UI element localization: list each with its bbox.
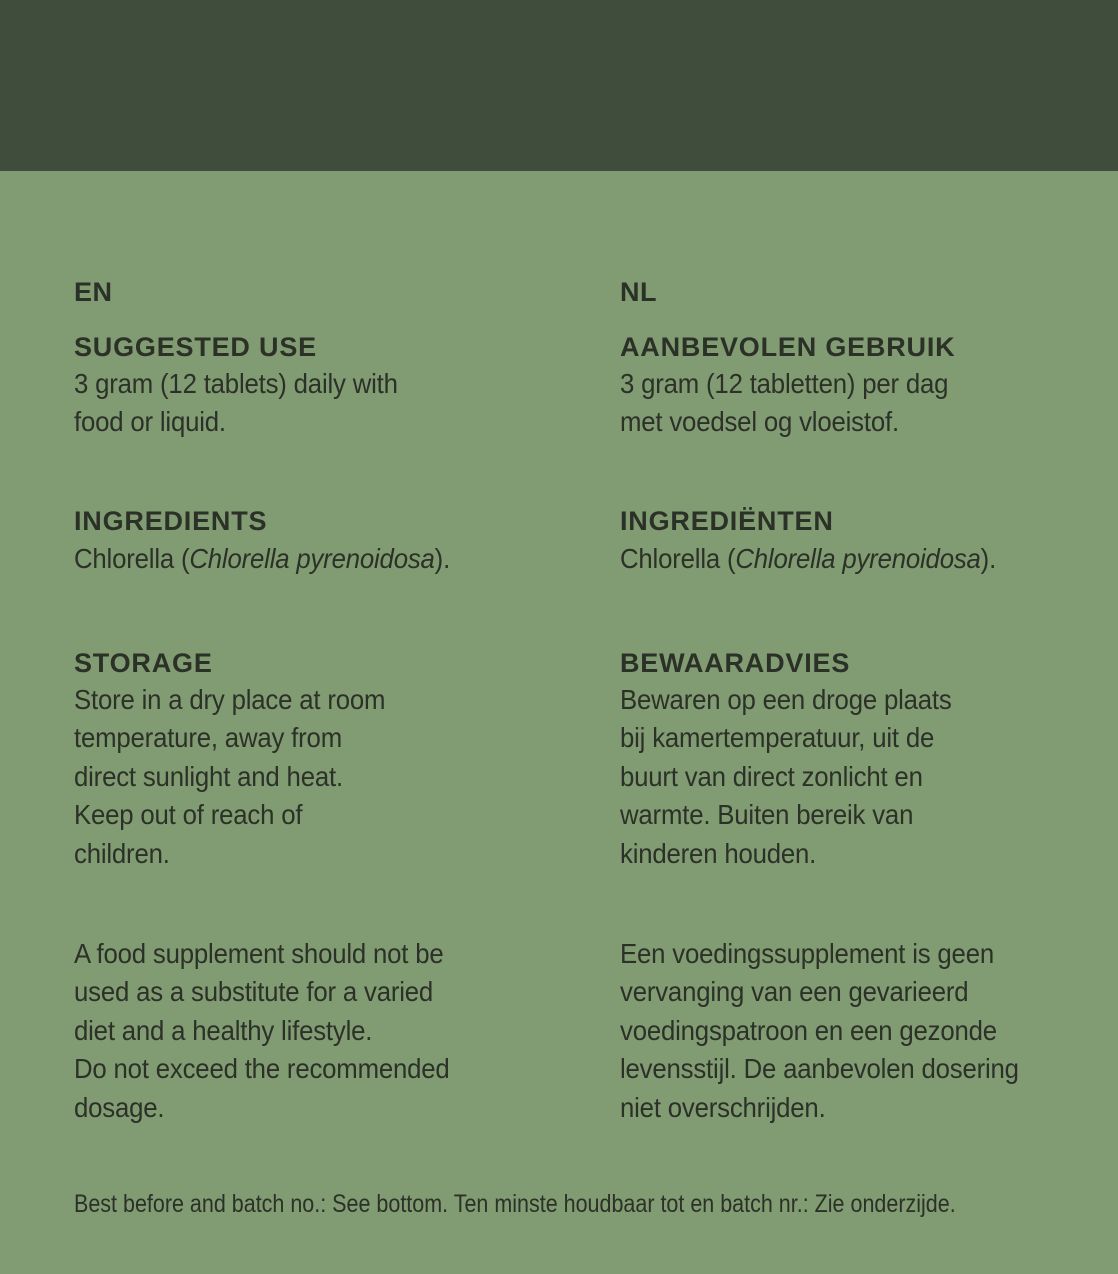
language-label-nl: NL [620,277,657,307]
suggested-use-text: 3 gram (12 tablets) daily with food or liquid. [74,368,398,438]
suggested-use-text: 3 gram (12 tabletten) per dag met voedsel og vloeistof. [620,368,949,438]
ingredients-heading: INGREDIENTS [74,506,268,536]
ingredients-heading: INGREDIËNTEN [620,506,834,536]
storage-heading: STORAGE [74,648,213,678]
suggested-use-heading: AANBEVOLEN GEBRUIK [620,332,956,362]
top-color-band [0,0,1118,171]
supplement-disclaimer: Een voedingssupplement is geen vervanging van een gevarieerd voedingspatroon en een gezonde levensstijl. De aanbevolen dosering niet overschrijden. [620,938,1019,1123]
language-label-en: EN [74,277,113,307]
storage-text: Store in a dry place at room temperature, away from direct sunlight and heat. Keep out of reach of children. [74,684,386,869]
storage-heading: BEWAARADVIES [620,648,851,678]
latin-name: Chlorella pyrenoidosa [189,543,435,574]
ingredients-text: Chlorella (Chlorella pyrenoidosa). [620,543,997,574]
latin-name: Chlorella pyrenoidosa [735,543,981,574]
suggested-use-heading: SUGGESTED USE [74,332,317,362]
storage-text: Bewaren op een droge plaats bij kamertemperatuur, uit de buurt van direct zonlicht en warmte. Buiten bereik van kinderen houden. [620,684,952,869]
ingredients-text: Chlorella (Chlorella pyrenoidosa). [74,543,451,574]
supplement-disclaimer: A food supplement should not be used as a substitute for a varied diet and a healthy lifestyle. Do not exceed the recommended dosage. [74,938,450,1123]
best-before-note: Best before and batch no.: See bottom. Ten minste houdbaar tot en batch nr.: Zie onderzijde. [74,1190,956,1218]
